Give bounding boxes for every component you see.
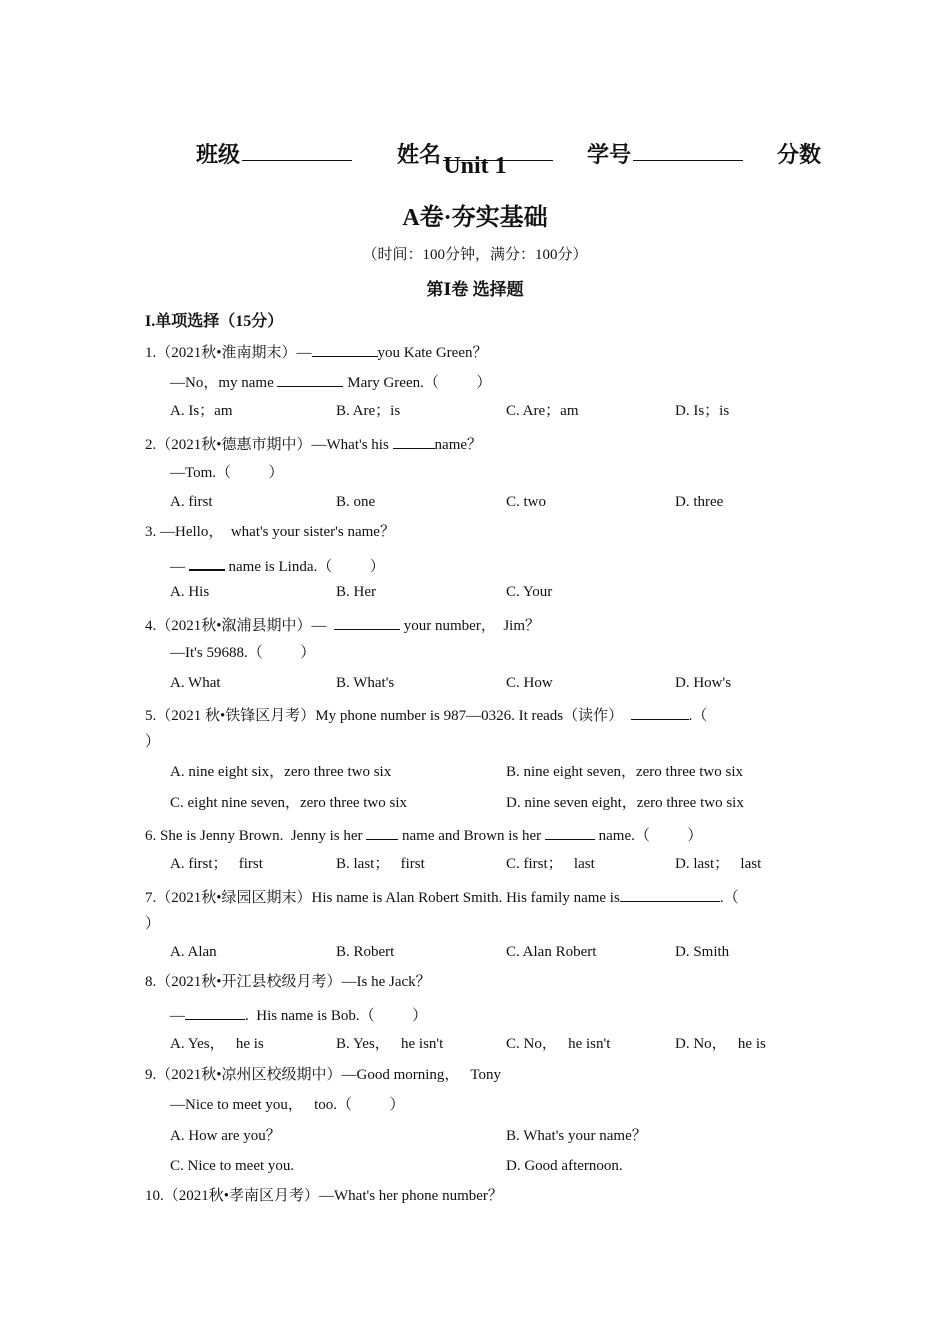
option-a[interactable]: A. Alan [170, 944, 217, 960]
id-label: 学号 [587, 142, 632, 167]
option-c[interactable]: C. How [506, 675, 553, 691]
unit-title: Unit 1 [443, 153, 507, 179]
question-3-line2: — name is Linda.（ ） [170, 554, 385, 576]
question-1: 1.（2021秋•淮南期末）— you Kate Green？ [145, 341, 487, 362]
score-label: 分数 [777, 142, 822, 167]
option-d[interactable]: D. nine seven eight，zero three two six [506, 795, 744, 811]
name-label: 姓名 [397, 142, 442, 167]
answer-blank[interactable] [545, 824, 595, 840]
option-a[interactable]: A. first [170, 494, 213, 510]
part-title: 第Ⅰ卷 选择题 [426, 280, 524, 299]
option-a[interactable]: A. first； first [170, 856, 263, 872]
answer-blank[interactable] [620, 886, 720, 902]
option-d[interactable]: D. Good afternoon. [506, 1158, 623, 1174]
option-d[interactable]: D. last； last [675, 856, 762, 872]
answer-blank[interactable] [631, 704, 689, 720]
option-c[interactable]: C. Are；am [506, 403, 579, 419]
option-b[interactable]: B. nine eight seven，zero three two six [506, 764, 744, 780]
option-c[interactable]: C. Your [506, 584, 553, 600]
option-c[interactable]: C. two [506, 494, 547, 510]
paper-subtitle: A卷·夯实基础 [402, 205, 548, 231]
class-label: 班级 [196, 142, 241, 167]
question-8-line2: — . His name is Bob.（ ） [170, 1004, 427, 1025]
option-d[interactable]: D. Smith [675, 944, 730, 960]
option-b[interactable]: B. last； first [336, 856, 425, 872]
answer-blank[interactable] [277, 371, 343, 387]
option-b[interactable]: B. Are；is [336, 403, 401, 419]
answer-blank[interactable] [366, 824, 398, 840]
option-b[interactable]: B. Robert [336, 944, 395, 960]
question-5: 5.（2021 秋•铁锋区月考）My phone number is 987—0326. It reads（读作） .（ [145, 704, 707, 725]
option-d[interactable]: D. three [675, 494, 724, 510]
option-a[interactable]: A. His [170, 584, 210, 600]
option-a[interactable]: A. How are you？ [170, 1128, 281, 1144]
question-4: 4.（2021秋•溆浦县期中）— your number， Jim？ [145, 614, 540, 635]
question-6: 6. She is Jenny Brown. Jenny is her name and Brown is her name.（ ） [145, 824, 702, 845]
question-9: 9.（2021秋•凉州区校级期中）—Good morning， Tony [145, 1067, 502, 1083]
question-2-line2: —Tom.（ ） [170, 465, 284, 481]
option-a[interactable]: A. nine eight six，zero three two six [170, 764, 392, 780]
question-10: 10.（2021秋•孝南区月考）—What's her phone number？ [145, 1188, 503, 1204]
question-1-line2: —No，my name Mary Green.（ ） [170, 371, 491, 392]
option-b[interactable]: B. What's [336, 675, 395, 691]
question-3: 3. —Hello， what's your sister's name？ [145, 524, 395, 540]
option-b[interactable]: B. Her [336, 584, 376, 600]
option-c[interactable]: C. eight nine seven，zero three two six [170, 795, 408, 811]
time-note: （时间：100分钟，满分：100分） [362, 247, 588, 263]
answer-blank[interactable] [189, 554, 225, 571]
option-a[interactable]: A. Is；am [170, 403, 233, 419]
question-2: 2.（2021秋•德惠市期中）—What's his name？ [145, 433, 482, 454]
option-b[interactable]: B. What's your name？ [506, 1128, 647, 1144]
question-9-line2: —Nice to meet you， too.（ ） [170, 1097, 405, 1113]
option-d[interactable]: D. No， he is [675, 1036, 766, 1052]
option-b[interactable]: B. one [336, 494, 376, 510]
option-a[interactable]: A. What [170, 675, 221, 691]
answer-blank[interactable] [334, 614, 400, 630]
option-c[interactable]: C. first； last [506, 856, 595, 872]
question-7-line2: ） [145, 916, 161, 932]
option-b[interactable]: B. Yes， he isn't [336, 1036, 444, 1052]
question-5-line2: ） [145, 734, 161, 750]
question-8: 8.（2021秋•开江县校级月考）—Is he Jack？ [145, 974, 431, 990]
option-d[interactable]: D. Is；is [675, 403, 730, 419]
option-c[interactable]: C. Nice to meet you. [170, 1158, 295, 1174]
option-c[interactable]: C. Alan Robert [506, 944, 597, 960]
answer-blank[interactable] [185, 1004, 245, 1020]
option-a[interactable]: A. Yes， he is [170, 1036, 264, 1052]
question-7: 7.（2021秋•绿园区期末）His name is Alan Robert Smith. His family name is .（ [145, 886, 739, 907]
option-d[interactable]: D. How's [675, 675, 732, 691]
option-c[interactable]: C. No， he isn't [506, 1036, 611, 1052]
answer-blank[interactable] [312, 341, 378, 357]
answer-blank[interactable] [393, 433, 435, 449]
question-4-line2: —It's 59688.（ ） [170, 645, 316, 661]
section-title: I.单项选择（15分） [145, 313, 284, 330]
